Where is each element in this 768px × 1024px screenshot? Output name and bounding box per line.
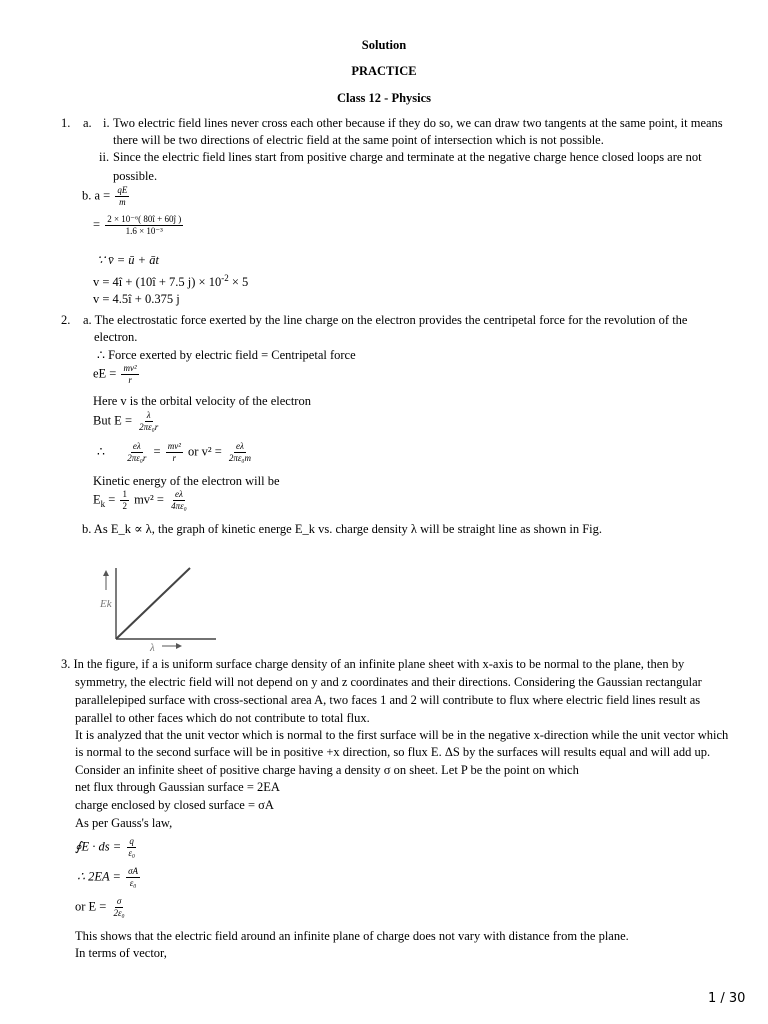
q2-a-line2: electron.: [94, 330, 138, 344]
q2-or-v2: or v² =: [188, 444, 222, 459]
numerator: σA: [128, 866, 138, 876]
denominator: 1.6 × 10⁻³: [125, 226, 163, 236]
numerator: eλ: [175, 489, 183, 499]
fraction: [137, 411, 160, 432]
numerator: eλ: [236, 441, 244, 451]
denominator: 2: [122, 501, 127, 511]
fraction: [126, 837, 137, 858]
fraction: [126, 867, 140, 888]
denominator: ε₀: [128, 848, 136, 858]
q1-i-number: i.: [103, 116, 110, 130]
q1-b-accel-eq: [82, 186, 131, 207]
q3-line9: charge enclosed by closed surface = σA: [75, 798, 274, 812]
x-arrow-head: [176, 643, 182, 649]
denominator: r: [128, 375, 132, 385]
y-arrow-head: [103, 570, 109, 576]
x-axis-label: λ: [150, 642, 155, 654]
therefore-symbol: ∴: [97, 444, 105, 459]
q2-ek-subscript: k: [100, 498, 106, 509]
y-axis-label: Ek: [100, 598, 112, 610]
q1-number: 1.: [61, 116, 71, 130]
q2-a-line1: a. The electrostatic force exerted by the line charge on the electron provides the centripetal force for the revolution of the: [83, 313, 688, 327]
q1-v-line1: [93, 273, 248, 290]
field-eq: [75, 897, 129, 918]
gauss-lhs: ∮E · ds =: [75, 839, 122, 854]
graph-line: [116, 568, 190, 639]
numerator: λ: [146, 410, 151, 420]
q3-line12: In terms of vector,: [75, 946, 167, 960]
q2-eE-eq: [93, 364, 141, 385]
doc-subtitle: PRACTICE: [351, 64, 417, 78]
numerator: qE: [117, 185, 128, 195]
q3-line1: 3. In the figure, if a is uniform surface charge density of an infinite plane sheet with x-axis to be normal to the plane, then by: [61, 657, 685, 671]
q1-ii-line1: Since the electric field lines start from positive charge and terminate at the negative charge hence closed loops are not: [113, 150, 702, 164]
fraction: [125, 442, 148, 463]
numerator: mv²: [123, 363, 137, 373]
q3-line3: parallelepiped surface with cross-sectional area A, two faces 1 and 2 will contribute to flux where electric field lines result as: [75, 693, 701, 707]
q2-ek-eq: [93, 490, 191, 511]
q1-v-line1-exponent: -2: [221, 273, 229, 283]
fraction: [111, 897, 126, 918]
q2-number: 2.: [61, 313, 71, 327]
q2-butE-prefix: But E =: [93, 413, 132, 428]
q2-eE-prefix: eE =: [93, 366, 117, 381]
doc-title: Solution: [361, 38, 407, 52]
fraction: [169, 490, 189, 511]
q2-butE-eq: [93, 411, 162, 432]
q1-ii-number: ii.: [99, 150, 110, 164]
q1-b-prefix: b. a =: [82, 188, 111, 203]
denominator: 4πε₀: [171, 501, 187, 511]
equals-sign: =: [153, 444, 161, 459]
q2-ek-symbol: E: [93, 492, 101, 507]
numerator: 1: [122, 489, 127, 499]
q1-part-a: a.: [83, 116, 92, 130]
ek-lambda-graph: [94, 562, 220, 654]
numerator: q: [129, 836, 134, 846]
q1-ii-line2: possible.: [113, 169, 158, 183]
numerator: mv²: [167, 441, 181, 451]
q1-v-line2: v = 4.5î + 0.375 j: [93, 292, 180, 306]
denominator: ε₀: [129, 878, 137, 888]
q3-line7: Consider an infinite sheet of positive charge having a density σ on sheet. Let P be the point on which: [75, 763, 579, 777]
q3-line4: parallel to other faces which do not contribute to total flux.: [75, 711, 370, 725]
q2-here-line: Here v is the orbital velocity of the electron: [93, 394, 311, 408]
denominator: 2πε₀r: [127, 453, 147, 463]
q1-i-line2: there will be two directions of electric field at the same point of intersection which is not possible.: [113, 133, 604, 147]
q1-v-line1-text: v = 4î + (10î + 7.5 j) × 10: [93, 275, 222, 290]
q1-since-line: ∵ v̄ = ū + āt: [97, 253, 159, 267]
denominator: 2πε₀r: [139, 422, 159, 432]
denominator: 2ε₀: [113, 908, 125, 918]
denominator: m: [119, 197, 126, 207]
q3-line10: As per Gauss's law,: [75, 816, 173, 830]
q2-therefore-line: ∴ Force exerted by electric field = Centripetal force: [97, 348, 356, 362]
fraction: [120, 490, 129, 511]
flux-lhs: ∴ 2EA =: [77, 869, 121, 884]
q3-line8: net flux through Gaussian surface = 2EA: [75, 780, 280, 794]
page-number: 1 / 30: [708, 991, 746, 1006]
q3-line6: is normal to the second surface will be in positive +x direction, so flux E. ΔS by the surfaces will results equal and will add up.: [75, 745, 711, 759]
numerator: 2 × 10⁻⁶( 80î + 60ĵ ): [107, 214, 182, 224]
field-lhs: or E =: [75, 899, 107, 914]
q1-i-line1: Two electric field lines never cross each other because if they do so, we can draw two tangents at the same point, it means: [113, 116, 723, 130]
fraction: [121, 364, 138, 385]
fraction: [166, 442, 183, 463]
fraction: [105, 215, 183, 236]
denominator: 2πε₀m: [228, 453, 252, 463]
fraction: [227, 442, 253, 463]
q1-b-value-eq: [93, 215, 185, 236]
q2-ek-equals: =: [105, 492, 116, 507]
numerator: eλ: [132, 441, 141, 451]
q3-line5: It is analyzed that the unit vector which is normal to the first surface will be in the negative x-direction while the unit vector which: [75, 728, 729, 742]
q2-velocity-eq: [97, 442, 255, 463]
q2-b-line: b. As E_k ∝ λ, the graph of kinetic energe E_k vs. charge density λ will be straight line as shown in Fig.: [82, 522, 603, 536]
q2-ke-line: Kinetic energy of the electron will be: [93, 474, 280, 488]
equals-sign: =: [93, 217, 101, 232]
q3-line2: symmetry, the electric field will not depend on y and z coordinates and their directions. Considering the Gaussian rectangular: [75, 675, 702, 689]
numerator: σ: [116, 896, 122, 906]
gauss-law-eq: [75, 837, 139, 858]
flux-eq: [77, 867, 142, 888]
q3-line11: This shows that the electric field around an infinite plane of charge does not vary with distance from the plane.: [75, 929, 629, 943]
fraction: [115, 186, 129, 207]
q2-mv2-eq: mv² =: [134, 492, 164, 507]
class-label: Class 12 - Physics: [336, 91, 432, 105]
q1-v-line1-tail: × 5: [228, 275, 249, 290]
denominator: r: [172, 453, 177, 463]
